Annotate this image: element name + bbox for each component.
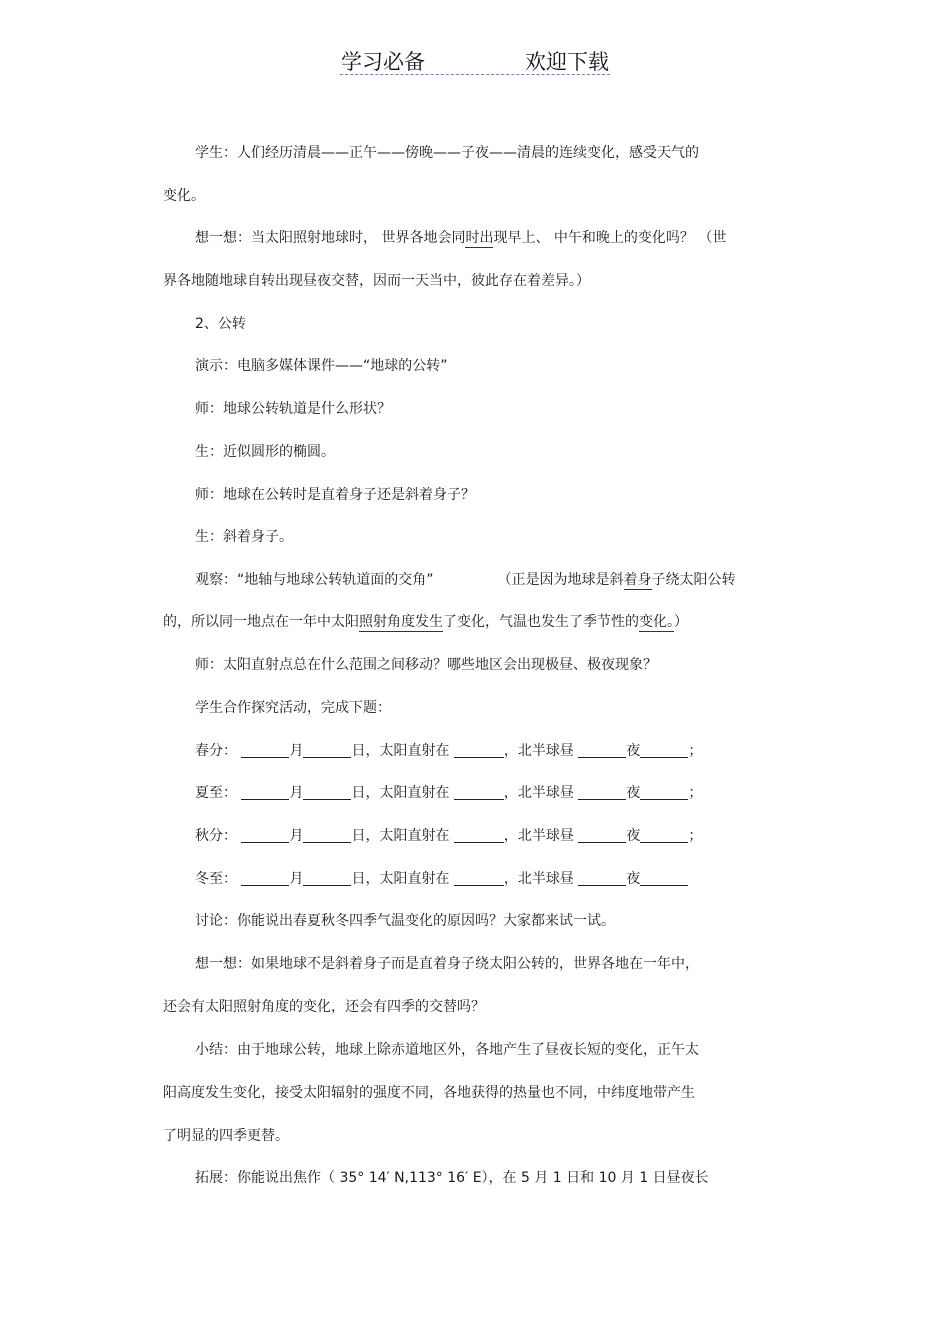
text-line: 学生：人们经历清晨——正午——傍晚——子夜——清晨的连续变化，感受天气的 (195, 145, 699, 161)
text-line: 学生合作探究活动，完成下题： (195, 700, 391, 716)
text-line: 变化。 (163, 188, 205, 204)
text-line: 阳高度发生变化，接受太阳辐射的强度不同，各地获得的热量也不同，中纬度地带产生 (163, 1085, 695, 1101)
blank-field[interactable] (454, 871, 504, 886)
text-line: 讨论：你能说出春夏秋冬四季气温变化的原因吗？大家都来试一试。 (195, 913, 615, 929)
blank-field[interactable] (241, 871, 289, 886)
text-line: 想一想：当太阳照射地球时， 世界各地会同时出现早上、 中午和晚上的变化吗？ （世 (195, 230, 727, 246)
blank-field[interactable] (640, 785, 688, 800)
header-left-text: 学习必备 (341, 50, 425, 74)
blank-field[interactable] (241, 828, 289, 843)
blank-field[interactable] (303, 743, 351, 758)
section-heading: 2、公转 (195, 316, 246, 332)
text-line: 生：斜着身子。 (195, 529, 293, 545)
blank-field[interactable] (303, 828, 351, 843)
text-line: 想一想：如果地球不是斜着身子而是直着身子绕太阳公转的，世界各地在一年中， (195, 956, 699, 972)
text-line: 师：地球在公转时是直着身子还是斜着身子？ (195, 487, 475, 503)
blank-field[interactable] (454, 743, 504, 758)
blank-field[interactable] (578, 828, 626, 843)
underlined-text: 着身 (623, 572, 652, 588)
blank-field[interactable] (640, 871, 688, 886)
blank-field[interactable] (578, 743, 626, 758)
fill-row-autumn: 秋分： 月 日，太阳直射在 ，北半球昼 夜 ； (195, 828, 703, 844)
underlined-text: 变化。 (639, 614, 674, 630)
underlined-text: 照射角度发生 (359, 614, 443, 630)
text-line: 师：地球公转轨道是什么形状？ (195, 401, 391, 417)
fill-row-winter: 冬至： 月 日，太阳直射在 ，北半球昼 夜 (195, 870, 688, 888)
text-line: 还会有太阳照射角度的变化，还会有四季的交替吗？ (163, 999, 485, 1015)
text-line: 生：近似圆形的椭圆。 (195, 444, 335, 460)
text-line: 的，所以同一地点在一年中太阳照射角度发生了变化，气温也发生了季节性的变化。） (163, 614, 688, 630)
header-right-text: 欢迎下载 (525, 50, 609, 74)
blank-field[interactable] (640, 743, 688, 758)
blank-field[interactable] (303, 785, 351, 800)
blank-field[interactable] (578, 785, 626, 800)
blank-field[interactable] (578, 871, 626, 886)
text-line: 观察：“地轴与地球公转轨道面的交角” （正是因为地球是斜着身子绕太阳公转 (195, 572, 736, 588)
text-line: 拓展：你能说出焦作（ 35° 14′ N,113° 16′ E），在 5 月 1 日和 10 月 1 日昼夜长 (195, 1170, 709, 1186)
header-dashed-rule (340, 74, 610, 75)
text-line: 界各地随地球自转出现昼夜交替，因而一天当中，彼此存在着差异。） (163, 273, 590, 289)
page-header (0, 46, 950, 76)
blank-field[interactable] (241, 743, 289, 758)
blank-field[interactable] (454, 828, 504, 843)
fill-row-summer: 夏至： 月 日，太阳直射在 ，北半球昼 夜 ； (195, 785, 703, 801)
text-line: 师：太阳直射点总在什么范围之间移动？哪些地区会出现极昼、极夜现象？ (195, 657, 657, 673)
text-line: 小结：由于地球公转，地球上除赤道地区外，各地产生了昼夜长短的变化，正午太 (195, 1042, 699, 1058)
text-line: 演示：电脑多媒体课件——“地球的公转” (195, 358, 448, 374)
blank-field[interactable] (454, 785, 504, 800)
blank-field[interactable] (640, 828, 688, 843)
fill-row-spring: 春分： 月 日，太阳直射在 ，北半球昼 夜 ； (195, 743, 703, 759)
underlined-text: 时出 (465, 230, 494, 246)
text-line: 了明显的四季更替。 (163, 1128, 289, 1144)
blank-field[interactable] (303, 871, 351, 886)
blank-field[interactable] (241, 785, 289, 800)
